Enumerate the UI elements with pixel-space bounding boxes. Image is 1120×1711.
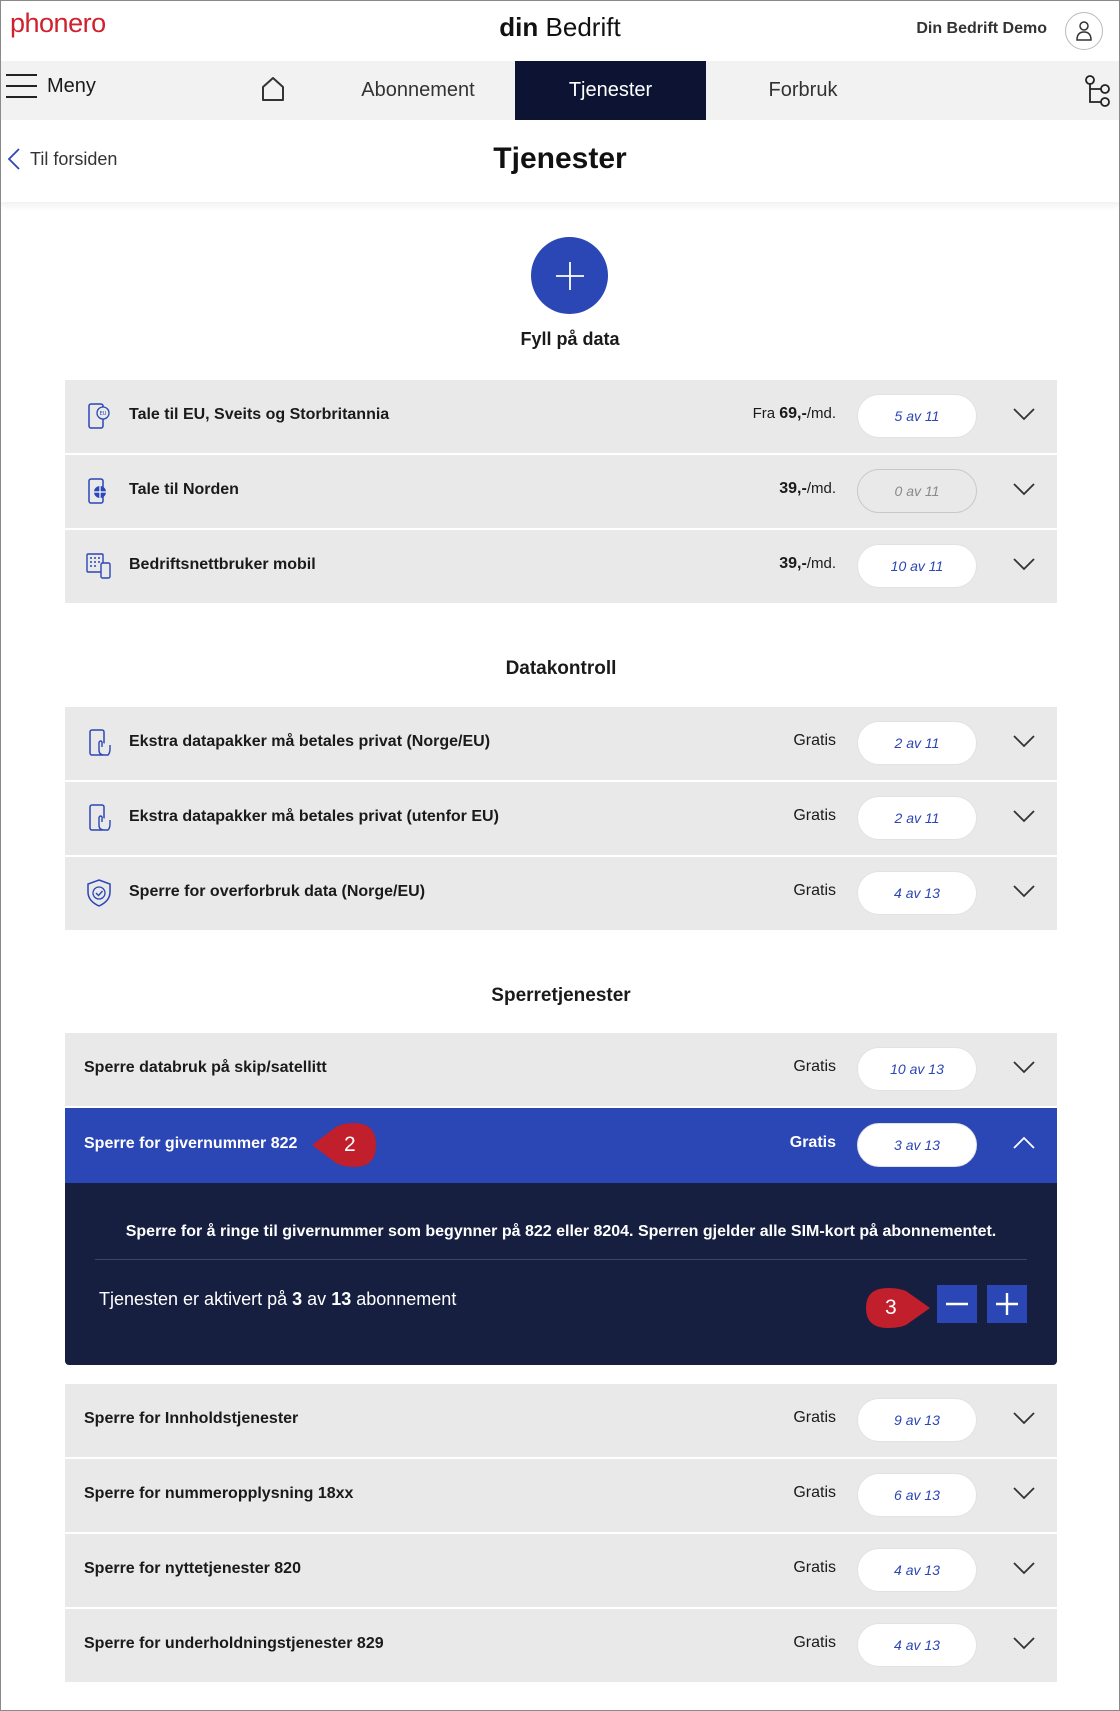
service-price: Gratis [793,1409,836,1426]
price-amount: 39,- [779,555,807,572]
service-label: Sperre databruk på skip/satellitt [84,1059,327,1076]
menu-label: Meny [47,74,96,97]
phone-nordic-icon [84,476,114,506]
service-row[interactable] [65,530,1057,603]
service-count[interactable]: 0 av 11 [857,469,977,513]
section-title-datakontroll: Datakontroll [505,658,617,679]
decrease-button[interactable] [937,1285,977,1323]
service-price: Gratis [793,1634,836,1651]
switchboard-icon [84,551,114,581]
service-details-panel [65,1183,1057,1365]
chevron-down-icon[interactable] [1013,482,1035,496]
service-row[interactable] [65,455,1057,528]
plus-icon [995,1292,1019,1316]
chevron-down-icon[interactable] [1013,407,1035,421]
tab-abonnement[interactable]: Abonnement [361,79,475,101]
chevron-down-icon[interactable] [1013,1060,1035,1074]
service-row[interactable] [65,380,1057,453]
service-label: Ekstra datapakker må betales privat (utenfor EU) [129,808,499,825]
service-price: Gratis [793,807,836,824]
service-label: Sperre for nummeropplysning 18xx [84,1485,354,1502]
callout-number: 3 [885,1296,897,1319]
service-row[interactable] [65,857,1057,930]
service-label: Sperre for Innholdstjenester [84,1410,299,1427]
service-count[interactable]: 10 av 11 [857,544,977,588]
price-amount: 39,- [779,480,807,497]
user-name[interactable]: Din Bedrift Demo [916,20,1047,37]
top-bar [0,0,1120,60]
user-icon [1074,20,1094,42]
chevron-down-icon[interactable] [1013,1411,1035,1425]
service-price [753,405,836,423]
service-price [779,480,836,498]
service-count[interactable]: 4 av 13 [857,871,977,915]
phone-tap-icon [84,803,114,833]
service-row[interactable] [65,1384,1057,1457]
user-avatar-button[interactable] [1065,12,1103,50]
service-row[interactable] [65,1609,1057,1682]
service-label: Bedriftsnettbruker mobil [129,556,316,573]
main-nav [0,61,1120,120]
chevron-down-icon[interactable] [1013,1561,1035,1575]
callout-pointer-right [864,1286,932,1330]
hamburger-icon [6,73,37,99]
service-count[interactable]: 3 av 13 [857,1123,977,1167]
service-price: Gratis [793,1484,836,1501]
service-row[interactable] [65,1033,1057,1106]
service-price: Gratis [793,882,836,899]
shield-check-icon [84,878,114,908]
section-title-sperretjenester: Sperretjenester [491,985,631,1006]
page-header [0,120,1120,202]
service-label: Sperre for givernummer 822 [84,1135,298,1152]
chevron-down-icon[interactable] [1013,809,1035,823]
brand-part2: Bedrift [545,12,621,42]
service-label: Sperre for underholdningstjenester 829 [84,1635,384,1652]
price-suffix: /md. [806,555,836,572]
service-price: Gratis [793,732,836,749]
phonero-logo[interactable]: phonero [10,8,106,38]
phone-eu-icon [84,401,114,431]
chevron-up-icon[interactable] [1013,1136,1035,1150]
service-label: Tale til EU, Sveits og Storbritannia [129,406,390,423]
service-price [779,555,836,573]
add-data-label: Fyll på data [520,329,620,349]
plus-icon [555,261,585,291]
minus-icon [945,1292,969,1316]
page-title: Tjenester [493,142,627,175]
status-suffix: abonnement [356,1289,457,1309]
org-tree-button[interactable] [1084,75,1112,112]
service-price: Gratis [789,1134,836,1151]
service-row[interactable] [65,707,1057,780]
org-tree-icon [1084,75,1112,107]
chevron-down-icon[interactable] [1013,734,1035,748]
service-count[interactable]: 5 av 11 [857,394,977,438]
service-row[interactable] [65,1534,1057,1607]
service-price: Gratis [793,1559,836,1576]
increase-button[interactable] [987,1285,1027,1323]
service-count[interactable]: 4 av 13 [857,1623,977,1667]
chevron-down-icon[interactable] [1013,1636,1035,1650]
service-count[interactable]: 10 av 13 [857,1047,977,1091]
service-label: Sperre for overforbruk data (Norge/EU) [129,883,426,900]
chevron-down-icon[interactable] [1013,1486,1035,1500]
service-count[interactable]: 9 av 13 [857,1398,977,1442]
service-row[interactable] [65,782,1057,855]
step-callout-2 [310,1121,378,1169]
price-amount: 69,- [779,405,807,422]
service-count[interactable]: 4 av 13 [857,1548,977,1592]
price-suffix: /md. [806,480,836,497]
service-label: Sperre for nyttetjenester 820 [84,1560,301,1577]
status-prefix: Tjenesten er aktivert på [99,1289,288,1309]
service-label: Tale til Norden [129,481,239,498]
service-count[interactable]: 6 av 13 [857,1473,977,1517]
phone-tap-icon [84,728,114,758]
divider [95,1259,1027,1260]
back-link-label: Til forsiden [30,148,118,169]
home-icon [261,76,285,102]
callout-number: 2 [344,1133,356,1156]
service-label: Ekstra datapakker må betales privat (Norge/EU) [129,733,491,750]
status-mid: av [307,1289,327,1309]
chevron-down-icon[interactable] [1013,884,1035,898]
service-count[interactable]: 2 av 11 [857,721,977,765]
service-count[interactable]: 2 av 11 [857,796,977,840]
menu-button[interactable] [6,73,96,99]
tab-tjenester[interactable]: Tjenester [515,61,706,120]
brand-part1: din [499,12,539,42]
svg-text:EU: EU [99,411,107,417]
activation-status [99,1289,456,1310]
service-price: Gratis [793,1058,836,1075]
home-button[interactable] [261,76,285,107]
service-row-expanded[interactable] [65,1108,1057,1183]
price-suffix: /md. [806,405,836,422]
total-count: 13 [331,1289,352,1309]
tab-forbruk[interactable]: Forbruk [768,79,838,101]
active-count: 3 [292,1289,303,1309]
service-row[interactable] [65,1459,1057,1532]
chevron-down-icon[interactable] [1013,557,1035,571]
price-prefix: Fra [752,405,776,422]
step-callout-3 [864,1286,932,1330]
service-description: Sperre for å ringe til givernummer som begynner på 822 eller 8204. Sperren gjelder alle SIM-kort på abonnementet. [125,1223,997,1240]
add-data-button[interactable] [531,237,608,314]
